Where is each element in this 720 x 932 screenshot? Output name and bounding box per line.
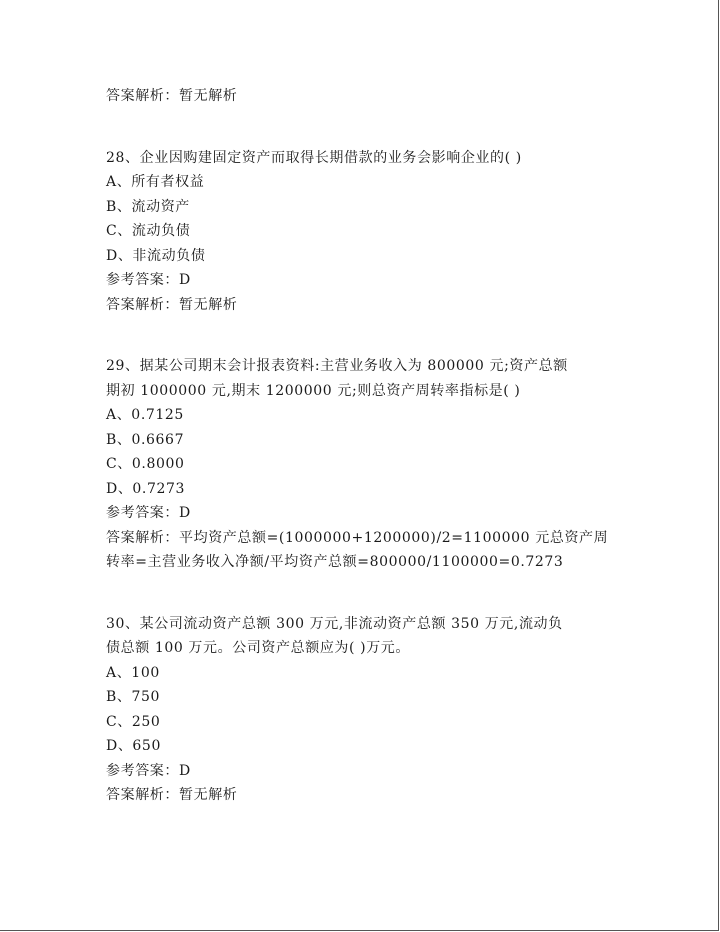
prev-answer-analysis: 答案解析：暂无解析 bbox=[106, 88, 238, 104]
question-29 bbox=[106, 354, 626, 575]
answer-analysis: 转率=主营业务收入净额/平均资产总额=800000/1100000=0.7273 bbox=[106, 554, 564, 570]
option-d: D、非流动负债 bbox=[106, 247, 206, 264]
answer-analysis: 答案解析：平均资产总额=(1000000+1200000)/2=1100000 元总资产周 bbox=[106, 529, 609, 546]
option-b: B、0.6667 bbox=[106, 431, 185, 448]
reference-answer: 参考答案：D bbox=[106, 505, 191, 521]
option-d: D、0.7273 bbox=[106, 480, 186, 497]
option-c: C、流动负债 bbox=[106, 223, 191, 239]
question-stem-line: 30、某公司流动资产总额 300 万元,非流动资产总额 350 万元,流动负 bbox=[106, 615, 563, 632]
option-c: C、0.8000 bbox=[106, 456, 185, 472]
option-a: A、所有者权益 bbox=[106, 174, 205, 190]
page-content bbox=[106, 84, 626, 808]
answer-analysis: 答案解析：暂无解析 bbox=[106, 296, 238, 313]
option-a: A、100 bbox=[106, 664, 160, 681]
option-a: A、0.7125 bbox=[106, 407, 184, 423]
option-d: D、650 bbox=[106, 738, 161, 754]
question-stem-line: 期初 1000000 元,期末 1200000 元;则总资产周转率指标是( ) bbox=[106, 382, 521, 399]
option-b: B、750 bbox=[106, 689, 161, 705]
question-30 bbox=[106, 612, 626, 808]
question-stem-line: 29、据某公司期末会计报表资料:主营业务收入为 800000 元;资产总额 bbox=[106, 358, 568, 374]
answer-analysis: 答案解析：暂无解析 bbox=[106, 787, 238, 803]
question-stem-line: 债总额 100 万元。公司资产总额应为( )万元。 bbox=[106, 640, 410, 656]
reference-answer: 参考答案：D bbox=[106, 762, 191, 779]
option-b: B、流动资产 bbox=[106, 198, 190, 215]
question-28 bbox=[106, 146, 626, 318]
reference-answer: 参考答案：D bbox=[106, 272, 191, 288]
question-stem-line: 28、企业因购建固定资产而取得长期借款的业务会影响企业的( ) bbox=[106, 149, 522, 166]
option-c: C、250 bbox=[106, 713, 161, 730]
